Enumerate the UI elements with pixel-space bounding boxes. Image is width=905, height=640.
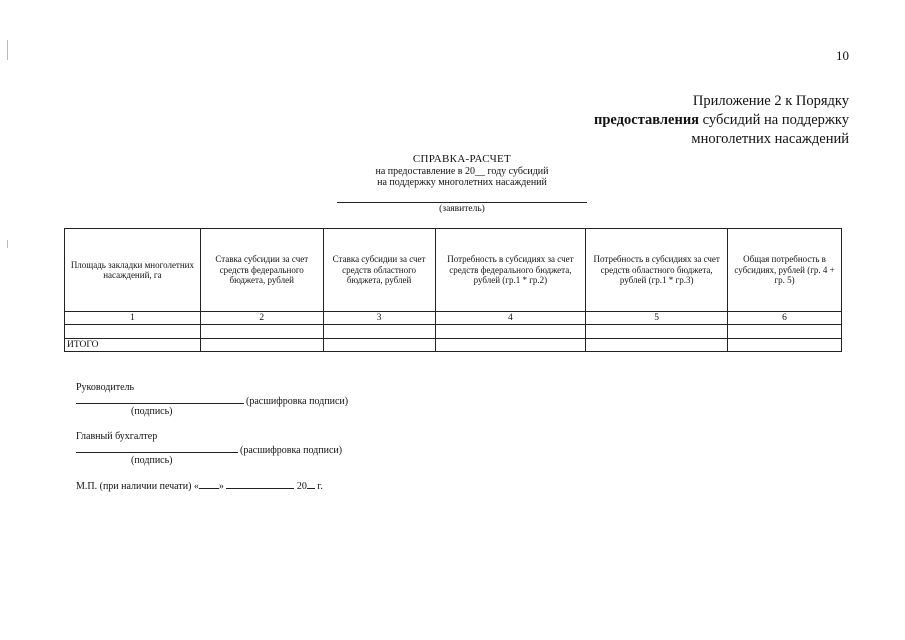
appendix-header — [529, 92, 849, 149]
table-cell — [586, 325, 728, 339]
header-cell: Потребность в субсидиях за счет средств областного бюджета, рублей (гр.1 * гр.3) — [586, 229, 728, 312]
table-cell — [586, 339, 728, 352]
year-blank — [307, 479, 315, 489]
head-signature-blank — [76, 394, 244, 404]
table-cell — [323, 339, 435, 352]
head-label: Руководитель — [76, 382, 135, 393]
appendix-line-1: Приложение 2 к Порядку — [692, 93, 849, 109]
table-cell — [728, 339, 842, 352]
header-cell: Общая потребность в субсидиях, рублей (гр. 4 + гр. 5) — [728, 229, 842, 312]
table-cell — [200, 325, 323, 339]
scan-artifact — [7, 240, 8, 248]
accountant-signature-blank — [76, 443, 238, 453]
table-cell — [323, 325, 435, 339]
accountant-decode-label: (расшифровка подписи) — [240, 445, 343, 456]
stamp-line — [76, 479, 323, 493]
appendix-line-2-bold: предоставления — [594, 112, 700, 128]
column-number: 3 — [323, 312, 435, 325]
column-number: 4 — [435, 312, 586, 325]
stamp-year: 20 — [296, 481, 307, 492]
head-decode-label: (расшифровка подписи) — [246, 396, 349, 407]
column-number: 1 — [65, 312, 201, 325]
header-cell: Ставка субсидии за счет средств областного бюджета, рублей — [323, 229, 435, 312]
accountant-label: Главный бухгалтер — [76, 431, 158, 442]
table-cell — [435, 325, 586, 339]
document-title — [262, 154, 662, 189]
total-row — [65, 339, 842, 352]
header-cell: Ставка субсидии за счет средств федерального бюджета, рублей — [200, 229, 323, 312]
table-cell — [435, 339, 586, 352]
column-number: 2 — [200, 312, 323, 325]
appendix-line-2-rest: субсидий на поддержку — [699, 112, 849, 128]
table-row — [65, 325, 842, 339]
title-line-3: на поддержку многолетних насаждений — [377, 177, 547, 188]
stamp-mid: » — [218, 481, 224, 492]
stamp-prefix: М.П. (при наличии печати) « — [76, 481, 199, 492]
stamp-suffix: г. — [314, 481, 323, 492]
applicant-label: (заявитель) — [439, 204, 485, 214]
title-main: СПРАВКА-РАСЧЕТ — [412, 153, 512, 165]
header-cell: Площадь закладки многолетних насаждений, га — [65, 229, 201, 312]
calculation-table — [64, 228, 842, 352]
month-blank — [226, 479, 294, 489]
head-sign-label: (подпись) — [131, 406, 173, 417]
appendix-line-3: многолетних насаждений — [691, 131, 849, 147]
column-number-row — [65, 312, 842, 325]
appendix-line-2 — [529, 111, 849, 130]
title-line-2: на предоставление в 20__ году субсидий — [375, 165, 549, 177]
header-cell: Потребность в субсидиях за счет средств федерального бюджета, рублей (гр.1 * гр.2) — [435, 229, 586, 312]
table-cell — [65, 325, 201, 339]
applicant-underline — [337, 202, 587, 203]
column-number: 5 — [586, 312, 728, 325]
table-header-row — [65, 229, 842, 312]
table-cell — [728, 325, 842, 339]
scan-artifact — [7, 40, 8, 60]
head-signature-line — [76, 394, 348, 408]
table-cell — [200, 339, 323, 352]
page-number: 10 — [836, 48, 849, 63]
total-label: ИТОГО — [65, 339, 201, 352]
column-number: 6 — [728, 312, 842, 325]
accountant-signature-line — [76, 443, 342, 457]
accountant-sign-label: (подпись) — [131, 455, 173, 466]
day-blank — [199, 479, 219, 489]
